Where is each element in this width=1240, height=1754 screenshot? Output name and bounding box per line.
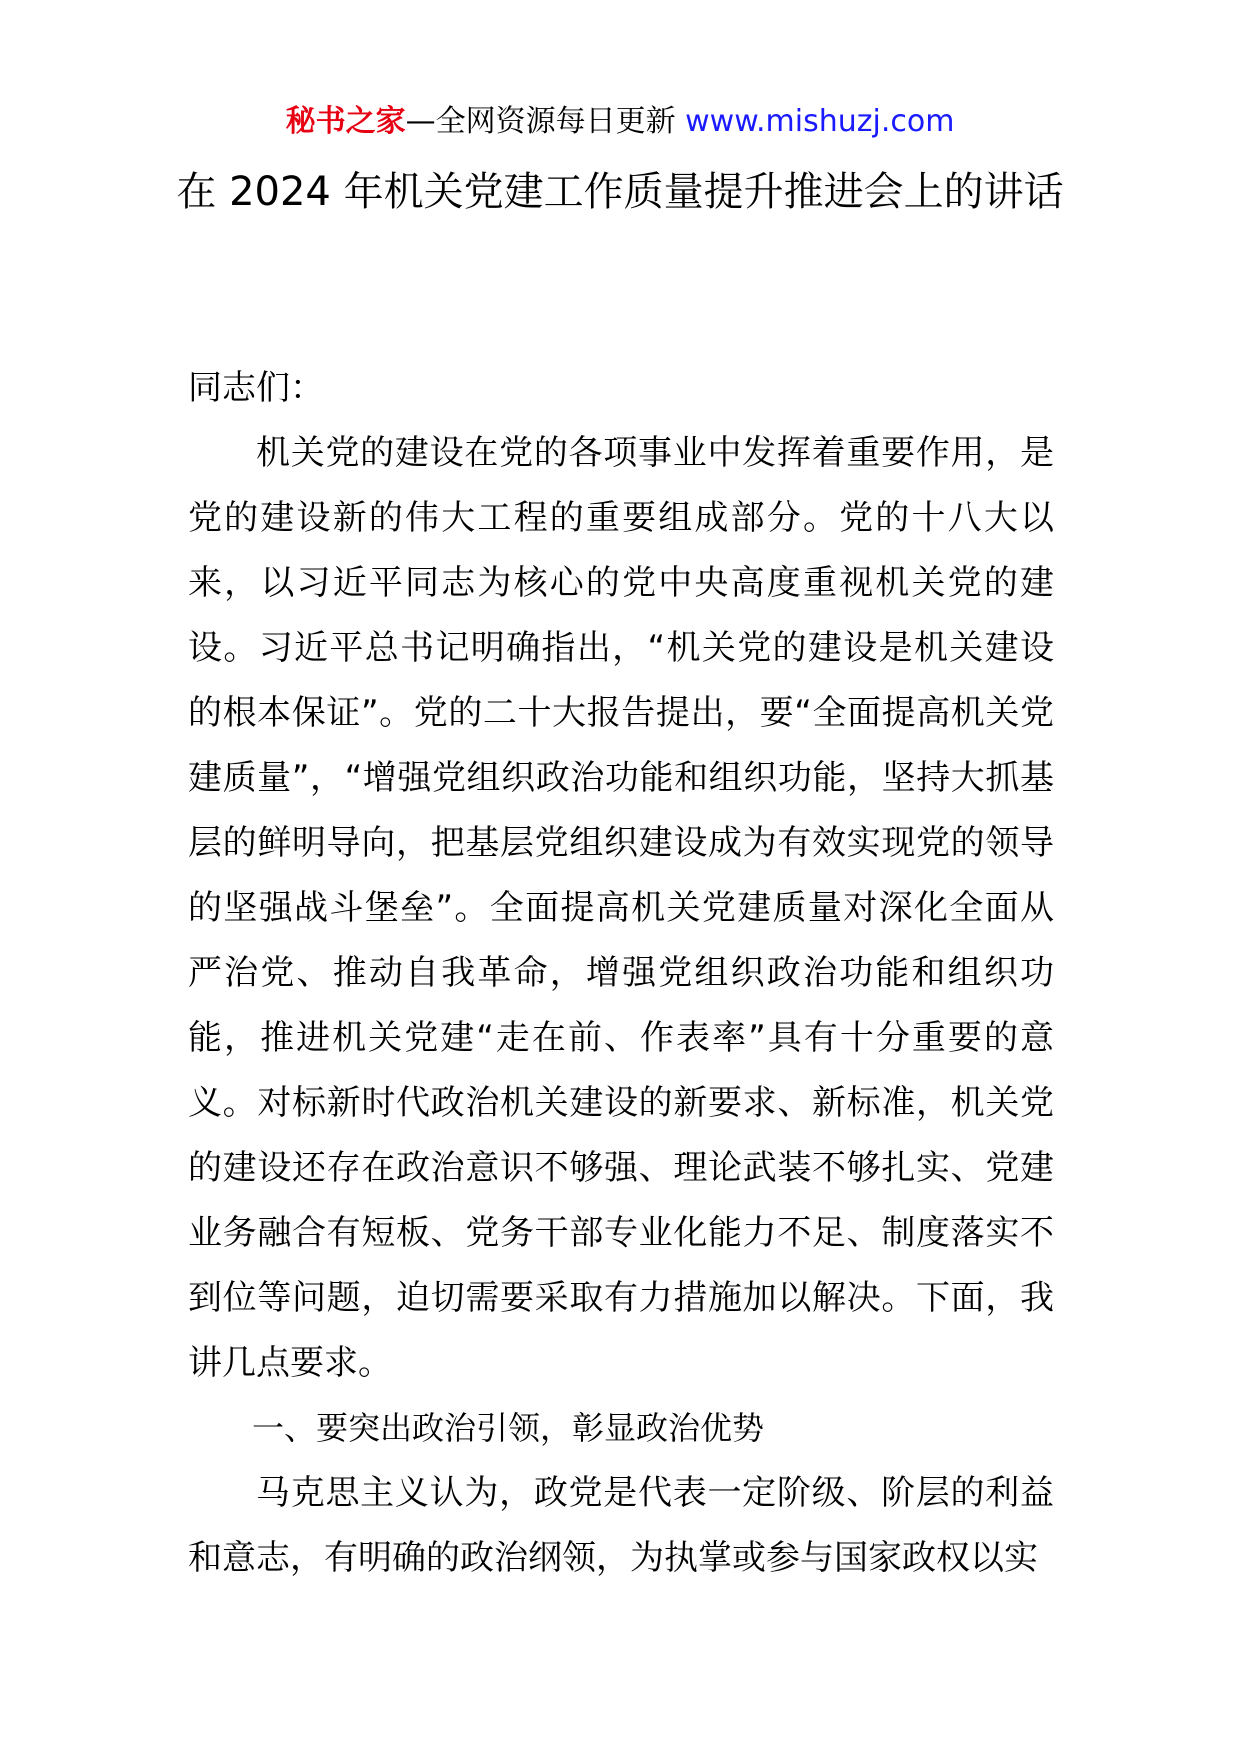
body-paragraph: 机关党的建设在党的各项事业中发挥着重要作用，是党的建设新的伟大工程的重要组成部分。党的十八大以来，以习近平同志为核心的党中央高度重视机关党的建设。习近平总书记明确指出，“机关党的建设是机关建设的根本保证”。党的二十大报告提出，要“全面提高机关党建质量”，“增强党组织政治功能和组织功能，坚持大抓基层的鲜明导向，把基层党组织建设成为有效实现党的领导的坚强战斗堡垒”。全面提高机关党建质量对深化全面从严治党、推动自我革命，增强党组织政治功能和组织功能，推进机关党建“走在前、作表率”具有十分重要的意义。对标新时代政治机关建设的新要求、新标准，机关党的建设还存在政治意识不够强、理论武装不够扎实、党建业务融合有短板、党务干部专业化能力不足、制度落实不到位等问题，迫切需要采取有力措施加以解决。下面，我讲几点要求。 bbox=[188, 433, 1054, 1383]
brand-name: 秘书之家 bbox=[285, 104, 406, 139]
watermark-header bbox=[0, 100, 1240, 144]
document-body bbox=[188, 356, 1054, 1591]
site-url: www.mishuzj.com bbox=[685, 104, 955, 139]
brand-slogan: —全网资源每日更新 bbox=[405, 104, 676, 139]
body-paragraph: 马克思主义认为，政党是代表一定阶级、阶层的利益和意志，有明确的政治纲领，为执掌或参与国家政权以实 bbox=[188, 1473, 1054, 1578]
document-title: 在 2024 年机关党建工作质量提升推进会上的讲话 bbox=[176, 169, 1064, 215]
greeting: 同志们： bbox=[188, 368, 324, 408]
section-heading: 一、要突出政治引领，彰显政治优势 bbox=[252, 1409, 765, 1447]
